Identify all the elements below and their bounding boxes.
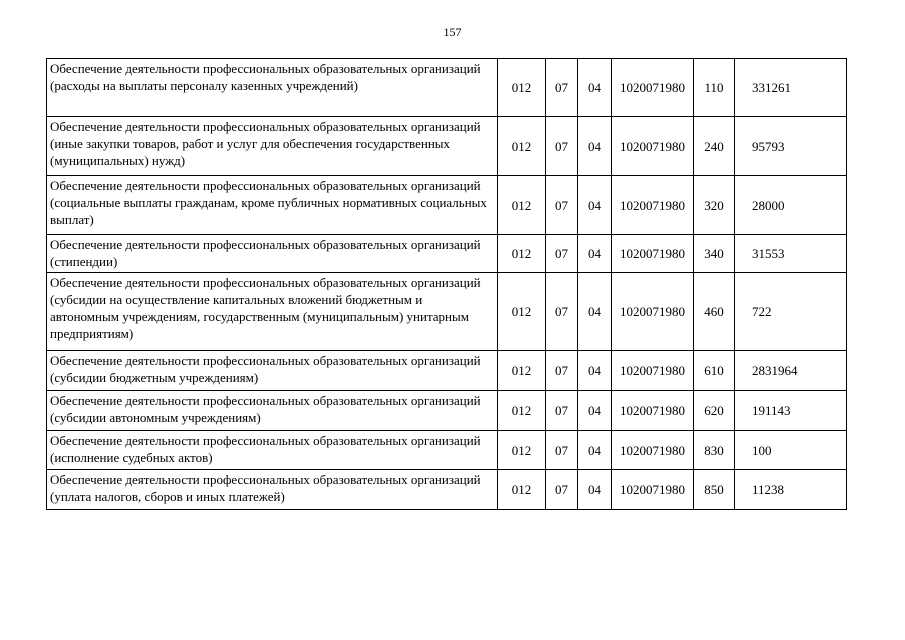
section-code: 07 <box>546 391 578 431</box>
table-row <box>47 391 847 431</box>
amount-value: 100 <box>735 431 847 470</box>
amount-value: 11238 <box>735 470 847 510</box>
expense-description: Обеспечение деятельности профессиональных образовательных организаций (иные закупки товаров, работ и услуг для обеспечения государственных (муниципальных) нужд) <box>47 117 498 176</box>
target-article-code: 1020071980 <box>612 391 694 431</box>
grbs-code: 012 <box>498 176 546 235</box>
expense-description: Обеспечение деятельности профессиональных образовательных организаций (стипендии) <box>47 235 498 273</box>
subsection-code: 04 <box>578 235 612 273</box>
expense-description: Обеспечение деятельности профессиональных образовательных организаций (исполнение судебных актов) <box>47 431 498 470</box>
subsection-code: 04 <box>578 117 612 176</box>
expense-type-code: 830 <box>694 431 735 470</box>
amount-value: 331261 <box>735 59 847 117</box>
expense-description: Обеспечение деятельности профессиональных образовательных организаций (расходы на выплаты персоналу казенных учреждений) <box>47 59 498 117</box>
section-code: 07 <box>546 59 578 117</box>
section-code: 07 <box>546 351 578 391</box>
table-row <box>47 117 847 176</box>
subsection-code: 04 <box>578 431 612 470</box>
expense-type-code: 610 <box>694 351 735 391</box>
table-row <box>47 470 847 510</box>
amount-value: 31553 <box>735 235 847 273</box>
section-code: 07 <box>546 117 578 176</box>
expense-type-code: 320 <box>694 176 735 235</box>
section-code: 07 <box>546 235 578 273</box>
target-article-code: 1020071980 <box>612 59 694 117</box>
target-article-code: 1020071980 <box>612 235 694 273</box>
expense-type-code: 620 <box>694 391 735 431</box>
subsection-code: 04 <box>578 273 612 351</box>
subsection-code: 04 <box>578 391 612 431</box>
section-code: 07 <box>546 431 578 470</box>
table-row <box>47 431 847 470</box>
target-article-code: 1020071980 <box>612 176 694 235</box>
table-row <box>47 235 847 273</box>
grbs-code: 012 <box>498 391 546 431</box>
target-article-code: 1020071980 <box>612 351 694 391</box>
subsection-code: 04 <box>578 470 612 510</box>
grbs-code: 012 <box>498 431 546 470</box>
expense-type-code: 240 <box>694 117 735 176</box>
table-row <box>47 273 847 351</box>
expense-description: Обеспечение деятельности профессиональных образовательных организаций (субсидии бюджетным учреждениям) <box>47 351 498 391</box>
grbs-code: 012 <box>498 117 546 176</box>
grbs-code: 012 <box>498 351 546 391</box>
table-row <box>47 176 847 235</box>
expense-description: Обеспечение деятельности профессиональных образовательных организаций (субсидии на осуществление капитальных вложений бюджетным и автономным учреждениям, государственным (муниципальным) унитарным предприятиям) <box>47 273 498 351</box>
amount-value: 722 <box>735 273 847 351</box>
target-article-code: 1020071980 <box>612 470 694 510</box>
amount-value: 28000 <box>735 176 847 235</box>
expense-description: Обеспечение деятельности профессиональных образовательных организаций (социальные выплаты гражданам, кроме публичных нормативных социальных выплат) <box>47 176 498 235</box>
amount-value: 95793 <box>735 117 847 176</box>
section-code: 07 <box>546 273 578 351</box>
target-article-code: 1020071980 <box>612 431 694 470</box>
amount-value: 191143 <box>735 391 847 431</box>
grbs-code: 012 <box>498 235 546 273</box>
section-code: 07 <box>546 470 578 510</box>
expense-description: Обеспечение деятельности профессиональных образовательных организаций (уплата налогов, сборов и иных платежей) <box>47 470 498 510</box>
grbs-code: 012 <box>498 470 546 510</box>
table-row <box>47 351 847 391</box>
budget-table <box>46 58 847 510</box>
page-number: 157 <box>443 25 462 39</box>
expense-type-code: 110 <box>694 59 735 117</box>
amount-value: 2831964 <box>735 351 847 391</box>
expense-type-code: 460 <box>694 273 735 351</box>
grbs-code: 012 <box>498 273 546 351</box>
expense-type-code: 340 <box>694 235 735 273</box>
target-article-code: 1020071980 <box>612 117 694 176</box>
table-row <box>47 59 847 117</box>
expense-description: Обеспечение деятельности профессиональных образовательных организаций (субсидии автономным учреждениям) <box>47 391 498 431</box>
grbs-code: 012 <box>498 59 546 117</box>
subsection-code: 04 <box>578 176 612 235</box>
subsection-code: 04 <box>578 351 612 391</box>
subsection-code: 04 <box>578 59 612 117</box>
target-article-code: 1020071980 <box>612 273 694 351</box>
expense-type-code: 850 <box>694 470 735 510</box>
section-code: 07 <box>546 176 578 235</box>
